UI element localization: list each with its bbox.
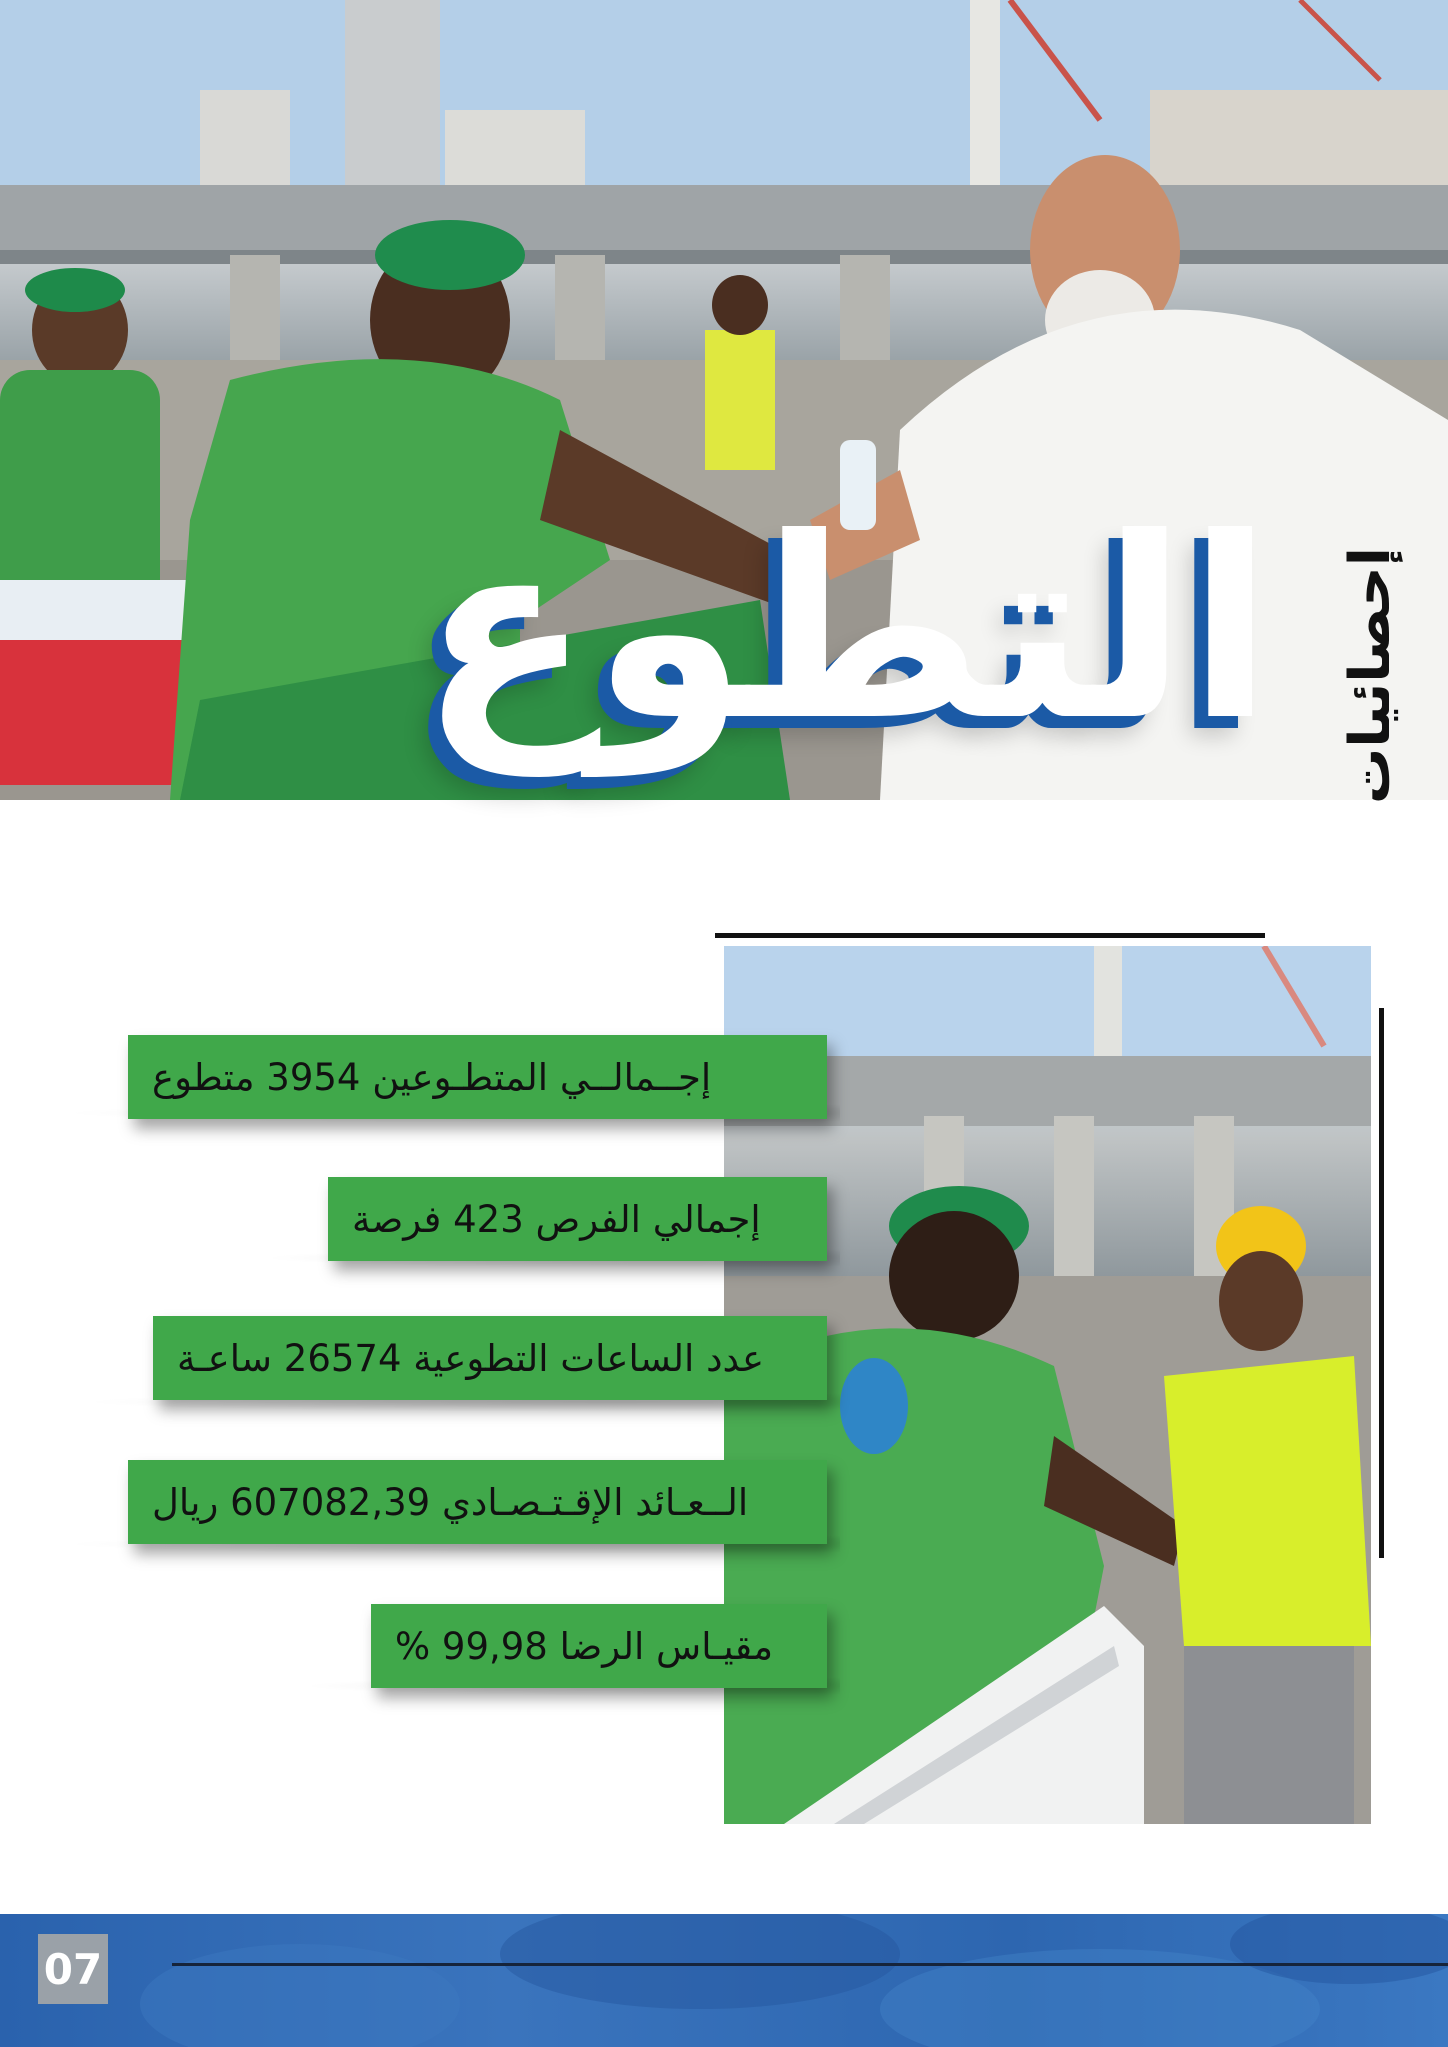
stat-satisfaction [371, 1604, 827, 1688]
divider-vertical [1379, 1008, 1384, 1558]
page-number: 07 [38, 1934, 108, 2004]
stat-total-volunteers-text: إجــمالــي المتطـوعين 3954 متطوع [152, 1055, 712, 1099]
footer-rule [172, 1963, 1448, 1966]
footer-band [0, 1914, 1448, 2047]
page-subtitle-text: إحصائيات [1337, 546, 1403, 804]
stat-volunteer-hours-text: عدد الساعات التطوعية 26574 ساعـة [177, 1336, 765, 1380]
stat-volunteer-hours [153, 1316, 827, 1400]
stat-total-opportunities-text: إجمالي الفرص 423 فرصة [352, 1197, 761, 1241]
divider-horizontal [715, 933, 1265, 938]
stat-economic-return-text: الــعـائد الإقـتـصـادي 607082,39 ريال [152, 1480, 749, 1524]
stat-satisfaction-text: مقيـاس الرضا 99,98 % [395, 1624, 774, 1668]
stat-economic-return [128, 1460, 827, 1544]
page-subtitle [1305, 545, 1435, 805]
stat-total-volunteers [128, 1035, 827, 1119]
page-title: التطوع [420, 484, 1273, 775]
footer-texture [0, 1914, 1448, 2047]
stat-total-opportunities [328, 1177, 827, 1261]
